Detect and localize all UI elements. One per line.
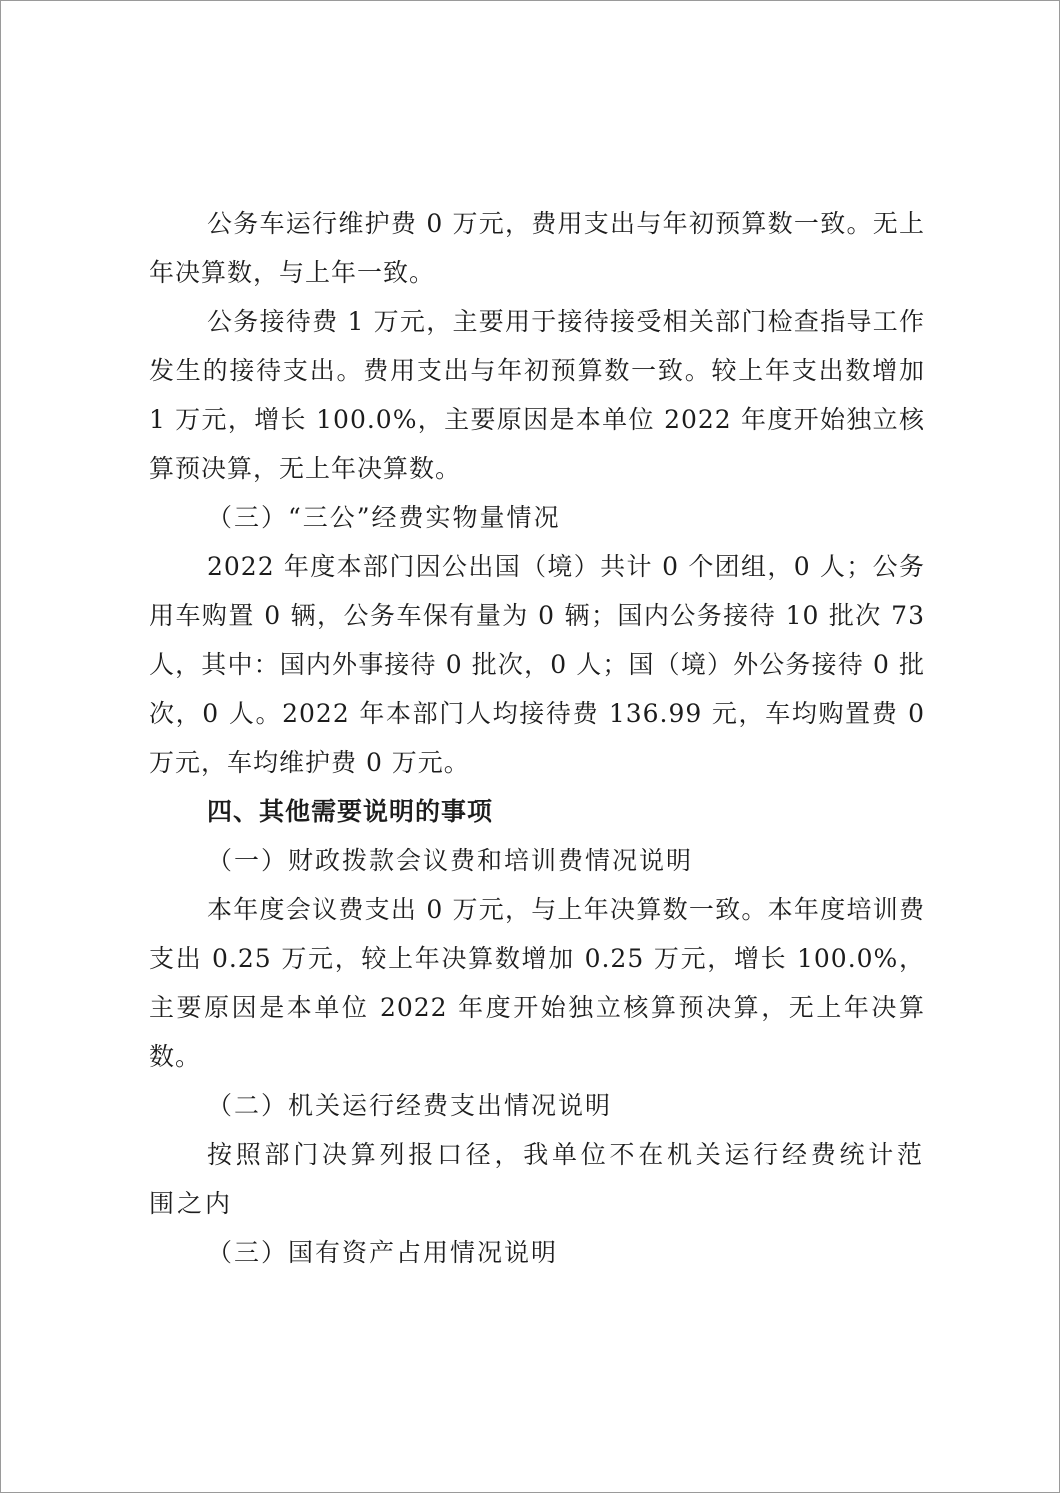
section-heading-meeting-training: （一）财政拨款会议费和培训费情况说明 (207, 846, 694, 875)
section-heading-state-assets: （三）国有资产占用情况说明 (207, 1238, 559, 1267)
paragraph-operating-expense: 按照部门决算列报口径，我单位不在机关运行经费统计范围之内 (149, 1140, 925, 1218)
paragraph-reception-fee: 公务接待费 1 万元，主要用于接待接受相关部门检查指导工作发生的接待支出。费用支出与年初预算数一致。较上年支出数增加 1 万元，增长 100.0%，主要原因是本单位 2022 年度开始独立核算预决算，无上年决算数。 (149, 307, 925, 483)
section-heading-other-matters: 四、其他需要说明的事项 (207, 797, 494, 826)
paragraph-three-public-quantity: 2022 年度本部门因公出国（境）共计 0 个团组，0 人；公务用车购置 0 辆，公务车保有量为 0 辆；国内公务接待 10 批次 73 人，其中：国内外事接待 0 批次，0 人；国（境）外公务接待 0 批次，0 人。2022 年本部门人均接待费 136.99 元，车均购置费 0 万元，车均维护费 0 万元。 (149, 552, 925, 777)
paragraph-meeting-training: 本年度会议费支出 0 万元，与上年决算数一致。本年度培训费支出 0.25 万元，较上年决算数增加 0.25 万元，增长 100.0%，主要原因是本单位 2022 年度开始独立核算预决算，无上年决算数。 (149, 895, 925, 1071)
section-heading-three-public-quantity: （三）“三公”经费实物量情况 (207, 503, 561, 532)
document-body (149, 199, 925, 1277)
paragraph-vehicle-maintenance: 公务车运行维护费 0 万元，费用支出与年初预算数一致。无上年决算数，与上年一致。 (149, 209, 925, 287)
section-heading-operating-expense: （二）机关运行经费支出情况说明 (207, 1091, 613, 1120)
